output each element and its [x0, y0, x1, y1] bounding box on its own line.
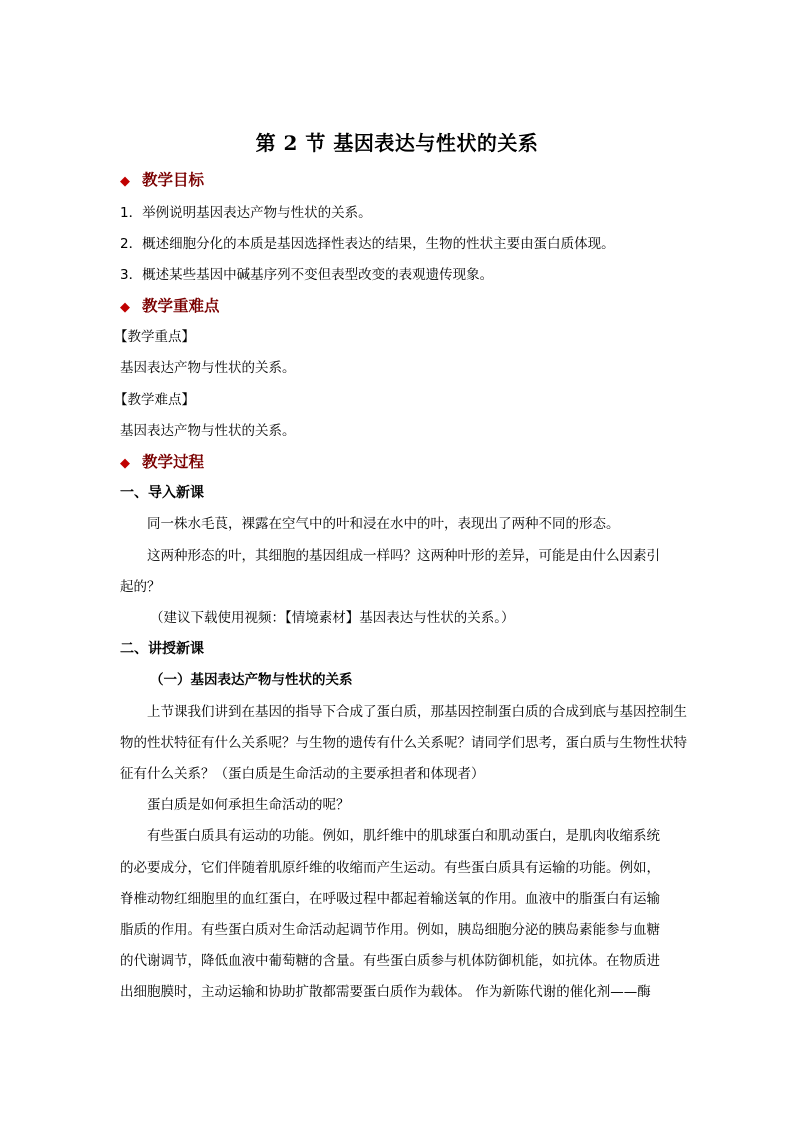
difficulty-label: 【教学难点】	[114, 392, 195, 408]
goal-item: 2．概述细胞分化的本质是基因选择性表达的结果，生物的性状主要由蛋白质体现。	[120, 236, 615, 252]
paragraph-line: 出细胞膜时，主动运输和协助扩散都需要蛋白质作为载体。 作为新陈代谢的催化剂——酶	[120, 984, 651, 1000]
paragraph-line: 这两种形态的叶，其细胞的基因组成一样吗？这两种叶形的差异，可能是由什么因素引	[147, 548, 660, 564]
focus-text: 基因表达产物与性状的关系。	[120, 360, 296, 376]
paragraph-line: 上节课我们讲到在基因的指导下合成了蛋白质，那基因控制蛋白质的合成到底与基因控制生	[147, 704, 687, 720]
key-points-heading-text: 教学重难点	[142, 296, 220, 315]
process-heading-text: 教学过程	[142, 452, 205, 471]
goal-item: 3．概述某些基因中碱基序列不变但表型改变的表观遗传现象。	[120, 267, 494, 283]
goals-heading-text: 教学目标	[142, 170, 205, 189]
paragraph-line: 起的？	[120, 579, 161, 595]
focus-label: 【教学重点】	[114, 329, 195, 345]
page-title: 第 2 节 基因表达与性状的关系	[255, 131, 539, 155]
paragraph-line: 征有什么关系？（蛋白质是生命活动的主要承担者和体现者）	[120, 766, 485, 782]
paragraph-line: 同一株水毛茛，裸露在空气中的叶和浸在水中的叶，表现出了两种不同的形态。	[147, 516, 620, 532]
goals-heading	[120, 170, 680, 192]
paragraph-line: （建议下载使用视频：【情境素材】基因表达与性状的关系。）	[150, 610, 515, 626]
difficulty-text: 基因表达产物与性状的关系。	[120, 423, 296, 439]
paragraph-line: 有些蛋白质具有运动的功能。例如，肌纤维中的肌球蛋白和肌动蛋白，是肌肉收缩系统	[147, 828, 660, 844]
paragraph-line: 脂质的作用。有些蛋白质对生命活动起调节作用。例如，胰岛细胞分泌的胰岛素能参与血糖	[120, 922, 660, 938]
paragraph-line: 蛋白质是如何承担生命活动的呢？	[147, 797, 350, 813]
process-heading	[120, 452, 680, 474]
paragraph-line: 脊椎动物红细胞里的血红蛋白，在呼吸过程中都起着输送氧的作用。血液中的脂蛋白有运输	[120, 891, 660, 907]
paragraph-line: 物的性状特征有什么关系呢？与生物的遗传有什么关系呢？请同学们思考，蛋白质与生物性状特	[120, 735, 687, 751]
goal-item: 1．举例说明基因表达产物与性状的关系。	[120, 205, 372, 221]
key-points-heading	[120, 296, 680, 318]
subsection-title: （一）基因表达产物与性状的关系	[150, 672, 353, 688]
paragraph-line: 的代谢调节，降低血液中葡萄糖的含量。有些蛋白质参与机体防御机能，如抗体。在物质进	[120, 953, 660, 969]
intro-section-title: 一、导入新课	[120, 485, 204, 501]
diamond-bullet-icon: ◆	[120, 300, 130, 315]
paragraph-line: 的必要成分，它们伴随着肌原纤维的收缩而产生运动。有些蛋白质具有运输的功能。例如，	[120, 860, 660, 876]
new-lesson-section-title: 二、讲授新课	[120, 641, 204, 657]
diamond-bullet-icon: ◆	[120, 174, 130, 189]
diamond-bullet-icon: ◆	[120, 456, 130, 471]
